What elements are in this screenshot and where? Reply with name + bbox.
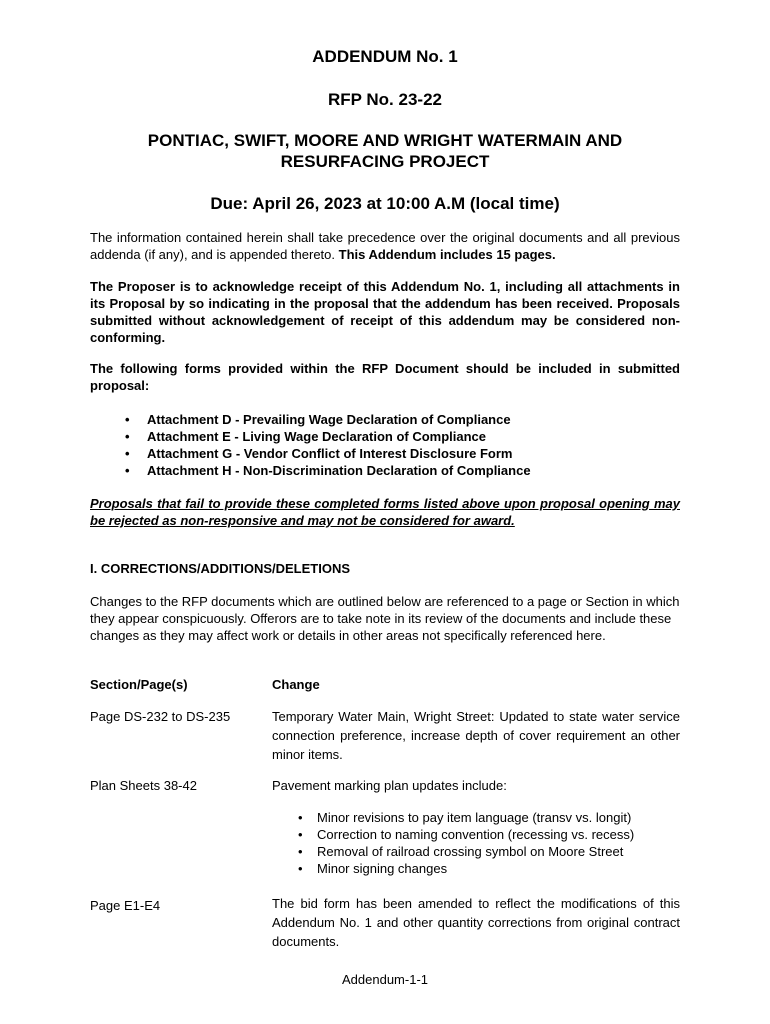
acknowledge-paragraph: The Proposer is to acknowledge receipt of this Addendum No. 1, including all attachments in its Proposal by so indicating in the proposal that the addendum has been received. Proposals submitted without acknowledgement of receipt of this addendum may be considered non-conforming. [90, 279, 680, 345]
row-section: Plan Sheets 38-42 [90, 778, 197, 793]
project-title-line2: RESURFACING PROJECT [280, 152, 490, 171]
due-date: Due: April 26, 2023 at 10:00 A.M (local time) [210, 194, 560, 213]
project-title-line1: PONTIAC, SWIFT, MOORE AND WRIGHT WATERMAIN AND [147, 131, 623, 150]
intro-paragraph [90, 229, 680, 263]
pages-note: This Addendum includes 15 pages. [338, 247, 556, 262]
list-item: • Removal of railroad crossing symbol on Moore Street [272, 843, 634, 860]
row-section: Page E1-E4 [90, 898, 161, 913]
warning-paragraph: Proposals that fail to provide these completed forms listed above upon proposal opening may be rejected as non-responsive and may not be considered for award. [90, 496, 680, 528]
list-item: • Minor revisions to pay item language (transv vs. longit) [272, 809, 634, 826]
col-header-section: Section/Page(s) [90, 677, 188, 692]
section-intro: Changes to the RFP documents which are outlined below are referenced to a page or Section in which they appear conspicuously. Offerors are to take note in its review of the documents and include these changes as they may affect work or details in other areas not specifically referenced here. [90, 594, 680, 643]
list-item: • Minor signing changes [272, 860, 634, 877]
col-header-change: Change [272, 677, 320, 692]
addendum-title: ADDENDUM No. 1 [312, 47, 458, 66]
row-change: Temporary Water Main, Wright Street: Updated to state water service connection preference, increase depth of cover requirement an other minor items. [272, 709, 680, 762]
row-section: Page DS-232 to DS-235 [90, 709, 231, 724]
page-footer: Addendum-1-1 [342, 972, 428, 987]
row-change: The bid form has been amended to reflect the modifications of this Addendum No. 1 and other quantity corrections from original contract documents. [272, 896, 680, 949]
list-item: • Correction to naming convention (recessing vs. recess) [272, 826, 634, 843]
section-title: I. CORRECTIONS/ADDITIONS/DELETIONS [90, 561, 351, 576]
row-change: Pavement marking plan updates include: [272, 778, 507, 793]
plan-updates-list [272, 809, 634, 877]
list-item: • Attachment D - Prevailing Wage Declaration of Compliance [90, 411, 531, 428]
list-item: • Attachment G - Vendor Conflict of Interest Disclosure Form [90, 445, 531, 462]
attachments-list [90, 411, 531, 479]
list-item: • Attachment E - Living Wage Declaration of Compliance [90, 428, 531, 445]
intro-text: The information contained herein shall take precedence over the original documents and all previous addenda (if any), and is appended thereto. [90, 230, 680, 262]
list-item: • Attachment H - Non-Discrimination Declaration of Compliance [90, 462, 531, 479]
forms-intro: The following forms provided within the RFP Document should be included in submitted proposal: [90, 361, 680, 393]
rfp-number: RFP No. 23-22 [327, 90, 442, 109]
